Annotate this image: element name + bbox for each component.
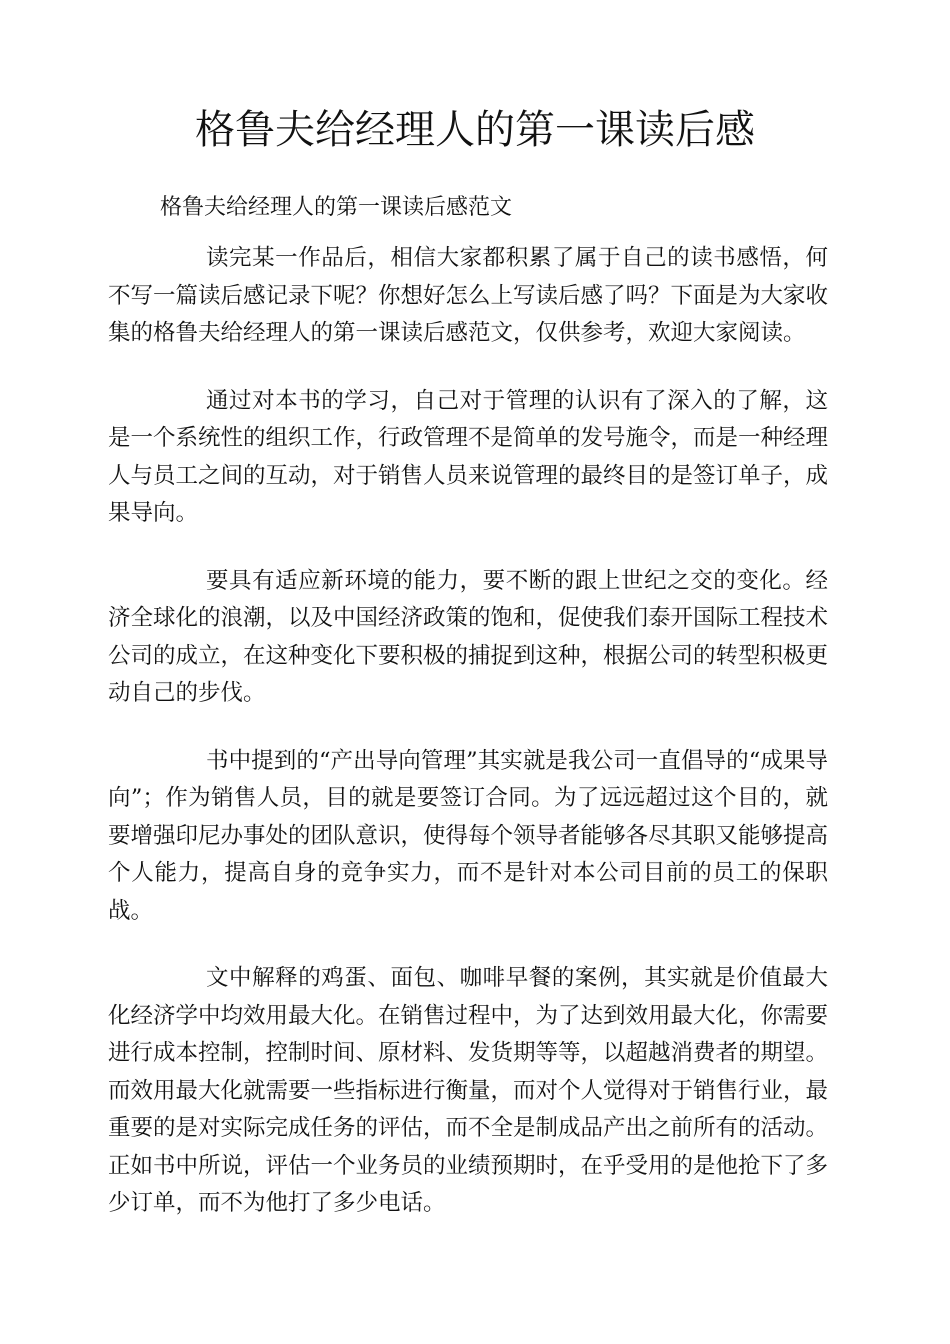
paragraph-breakfast-case: 文中解释的鸡蛋、面包、咖啡早餐的案例，其实就是价值最大化经济学中均效用最大化。在销售过程中，为了达到效用最大化，你需要进行成本控制，控制时间、原材料、发货期等等，以超越消费者的期望。而效用最大化就需要一些指标进行衡量，而对个人觉得对于销售行业，最重要的是对实际完成任务的评估，而不全是制成品产出之前所有的活动。正如书中所说，评估一个业务员的业绩预期时，在乎受用的是他抢下了多少订单，而不为他打了多少电话。 bbox=[108, 965, 829, 1216]
paragraph-intro: 读完某一作品后，相信大家都积累了属于自己的读书感悟，何不写一篇读后感记录下呢？你想好怎么上写读后感了吗？下面是为大家收集的格鲁夫给经理人的第一课读后感范文，仅供参考，欢迎大家阅读。 bbox=[108, 245, 829, 346]
document-subtitle: 格鲁夫给经理人的第一课读后感范文 bbox=[160, 195, 513, 220]
paragraph-management: 通过对本书的学习，自己对于管理的认识有了深入的了解，这是一个系统性的组织工作，行政管理不是简单的发号施令，而是一种经理人与员工之间的互动，对于销售人员来说管理的最终目的是签订单子，成果导向。 bbox=[108, 387, 829, 526]
document-title: 格鲁夫给经理人的第一课读后感 bbox=[195, 107, 755, 153]
document-body bbox=[108, 240, 828, 1253]
paragraph-adaptability: 要具有适应新环境的能力，要不断的跟上世纪之交的变化。经济全球化的浪潮，以及中国经济政策的饱和，促使我们泰开国际工程技术公司的成立，在这种变化下要积极的捕捉到这种，根据公司的转型积极更动自己的步伐。 bbox=[108, 567, 829, 706]
paragraph-output-oriented: 书中提到的“产出导向管理”其实就是我公司一直倡导的“成果导向”；作为销售人员，目的就是要签订合同。为了远远超过这个目的，就要增强印尼办事处的团队意识，使得每个领导者能够各尽其职又能够提高个人能力，提高自身的竞争实力，而不是针对本公司目前的员工的保职战。 bbox=[108, 747, 829, 924]
